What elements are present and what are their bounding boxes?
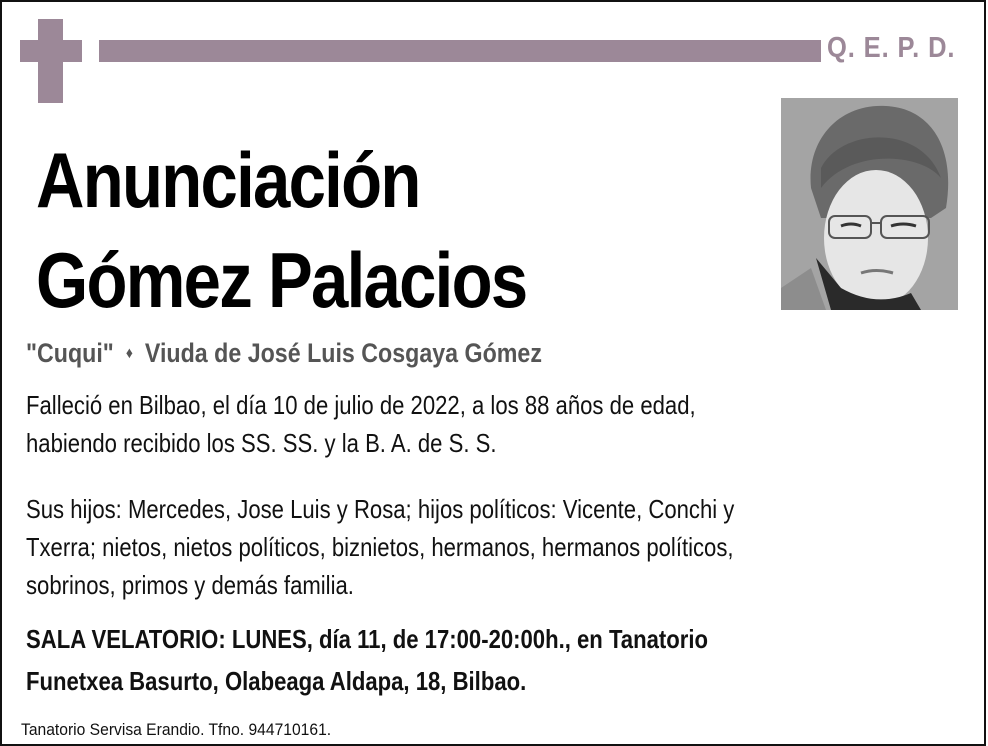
death-paragraph [26, 386, 696, 462]
name-line-2: Gómez Palacios [36, 236, 527, 324]
wake-line-1: SALA VELATORIO: LUNES, día 11, de 17:00-20:00h., en Tanatorio [26, 624, 708, 654]
family-line-2: Txerra; nietos, nietos políticos, biznietos, hermanos, hermanos políticos, [26, 532, 734, 562]
deceased-name [36, 130, 526, 330]
family-paragraph [26, 490, 734, 604]
deceased-photo [781, 98, 958, 310]
nickname: "Cuqui" [26, 338, 114, 368]
death-line-1: Falleció en Bilbao, el día 10 de julio de 2022, a los 88 años de edad, [26, 390, 696, 420]
spouse-line: Viuda de José Luis Cosgaya Gómez [144, 338, 542, 368]
funeral-home-footer: Tanatorio Servisa Erandio. Tfno. 944710161. [21, 720, 332, 739]
wake-line-2: Funetxea Basurto, Olabeaga Aldapa, 18, Bilbao. [26, 666, 527, 696]
portrait-photo-icon [781, 98, 958, 310]
wake-paragraph [26, 618, 708, 702]
death-line-2: habiendo recibido los SS. SS. y la B. A. de S. S. [26, 428, 497, 458]
name-line-1: Anunciación [36, 136, 420, 224]
diamond-icon: ♦ [125, 345, 133, 362]
family-line-3: sobrinos, primos y demás familia. [26, 570, 354, 600]
qepd-label: Q. E. P. D. [827, 32, 956, 64]
header-rule [99, 40, 821, 62]
cross-icon-arm [20, 40, 82, 62]
family-line-1: Sus hijos: Mercedes, Jose Luis y Rosa; hijos políticos: Vicente, Conchi y [26, 494, 735, 524]
subline [26, 338, 542, 369]
